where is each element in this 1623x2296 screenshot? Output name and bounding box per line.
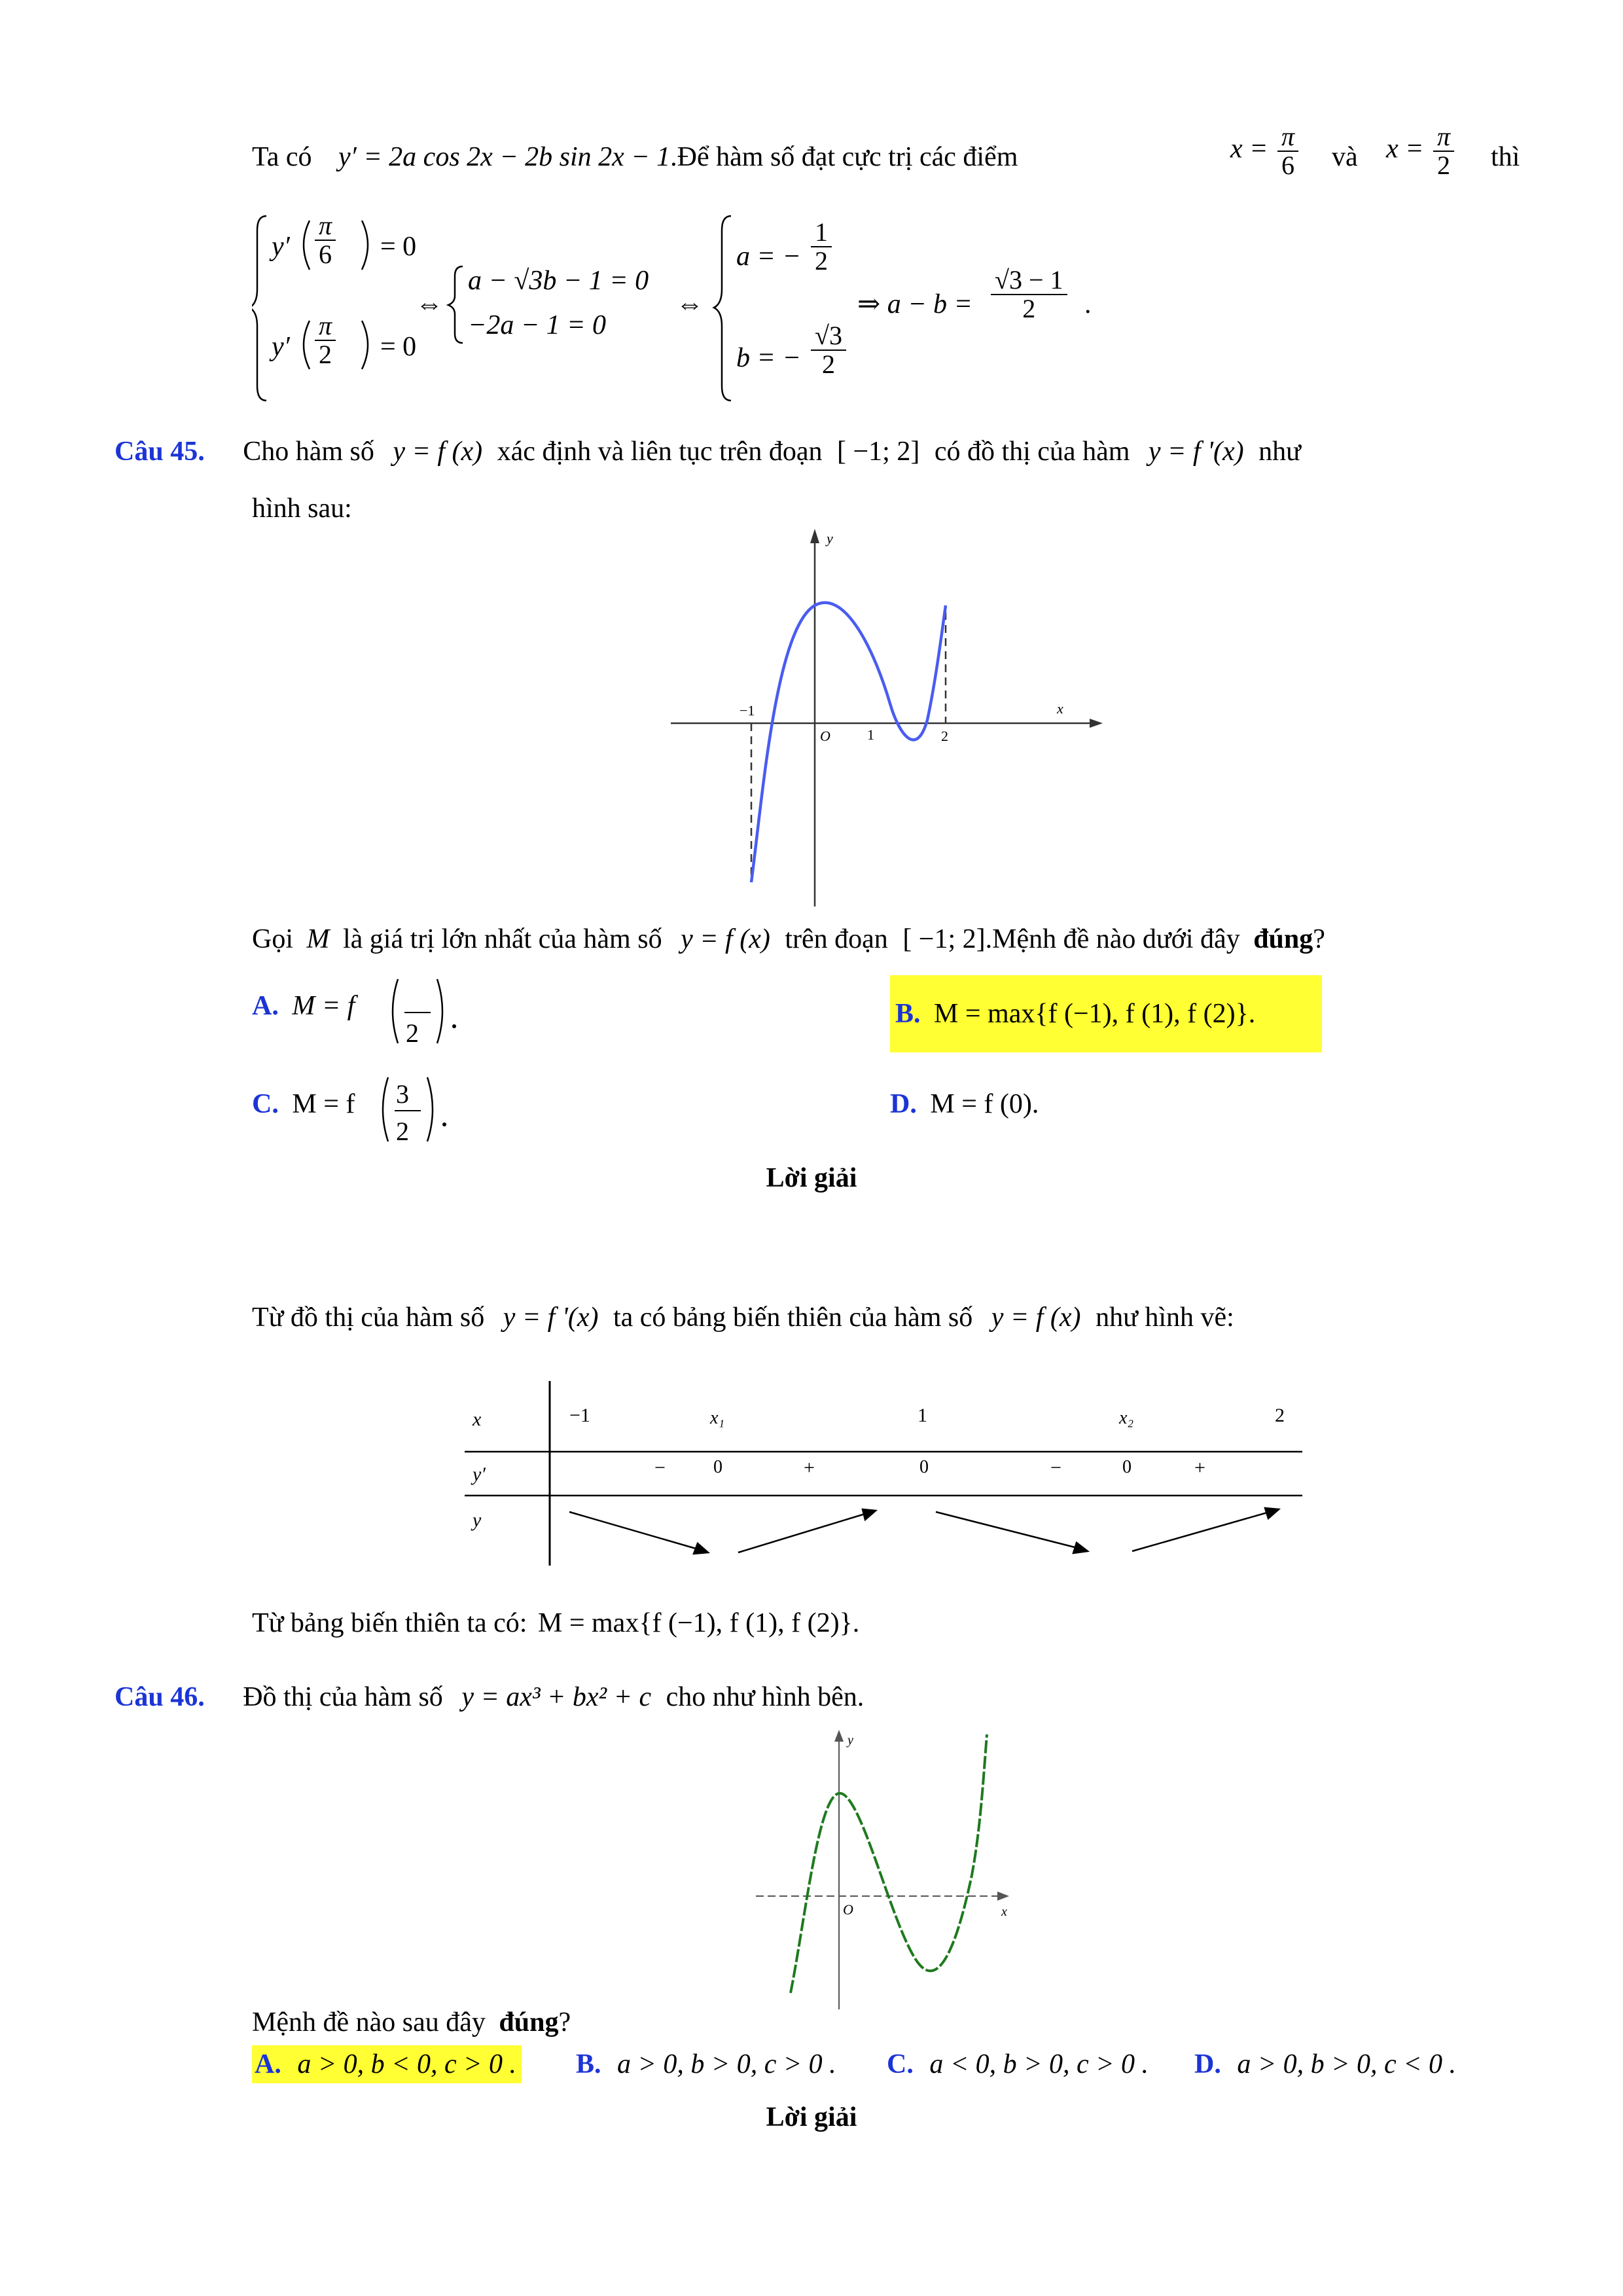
x-eq: x =: [1230, 134, 1268, 164]
q46-option-a[interactable]: [252, 2045, 522, 2083]
cubic-graph: [746, 1725, 1021, 2013]
qmark: ?: [1313, 924, 1325, 954]
text: Cho hàm số: [243, 437, 374, 467]
x-pi2: [1386, 123, 1457, 179]
a-eq: a = −: [736, 242, 801, 272]
sign-1: −: [654, 1457, 666, 1479]
qmark: ?: [558, 2007, 571, 2037]
tick-2: 2: [941, 728, 948, 744]
x-arrow: [1090, 719, 1103, 728]
text-thi: thì: [1491, 142, 1520, 172]
text: Từ bảng biến thiên ta có:: [252, 1608, 527, 1638]
eq1: a − √3b − 1 = 0: [468, 266, 649, 296]
sign-zero-2: 0: [919, 1457, 929, 1477]
eq-zero: = 0: [380, 232, 417, 262]
q45-option-b[interactable]: [890, 975, 1322, 1052]
paren-c: [376, 1073, 455, 1152]
text: ta có bảng biến thiên của hàm số: [613, 1302, 973, 1333]
y-arrow: [810, 529, 819, 543]
interval: [ −1; 2]: [836, 437, 920, 467]
text: Mệnh đề nào sau đây: [252, 2007, 486, 2037]
pi: π: [1433, 123, 1454, 152]
x-arrow: [997, 1892, 1009, 1901]
two: 2: [1437, 151, 1450, 180]
fprime: y = f '(x): [503, 1302, 599, 1333]
q44-line1: [252, 141, 1018, 173]
variation-table: [458, 1374, 1309, 1571]
yprime: y′: [272, 232, 290, 262]
func: y = ax³ + bx² + c: [461, 1682, 652, 1712]
opt-label: B.: [895, 999, 921, 1029]
yprime: y′: [272, 332, 290, 362]
tick-neg1: −1: [740, 702, 755, 719]
two: 2: [815, 246, 828, 276]
text: như hình vẽ:: [1096, 1302, 1234, 1333]
q45-option-c[interactable]: [252, 1088, 355, 1121]
fprime-curve: [751, 603, 946, 882]
six: 6: [1281, 151, 1294, 180]
y-arrow: [834, 1730, 844, 1742]
derivative-formula: y′ = 2a cos 2x − 2b sin 2x − 1: [338, 142, 671, 172]
q46-label: Câu 46.: [115, 1682, 205, 1712]
f-x: y = f (x): [393, 437, 483, 467]
q46-question: [252, 2006, 571, 2039]
sign-zero-1: 0: [713, 1457, 722, 1477]
x-val-1: 1: [918, 1405, 927, 1426]
q46-stem: [115, 1681, 864, 1713]
equiv: ⇔: [676, 289, 704, 319]
two: 2: [1022, 294, 1036, 323]
text: .Mệnh đề nào dưới đây: [985, 924, 1240, 954]
pi: π: [1277, 123, 1298, 152]
cubic-curve: [791, 1734, 987, 1993]
opt-label: A.: [255, 2049, 281, 2079]
frac-result: [988, 266, 1070, 323]
b-eq: b = −: [736, 343, 801, 373]
c-num: 3: [396, 1079, 409, 1109]
x-val-x1: x₁: [710, 1408, 725, 1428]
sign-4: +: [1194, 1457, 1205, 1479]
text: như: [1258, 437, 1301, 467]
opt-label: D.: [1194, 2049, 1221, 2079]
opt-text: a > 0, b < 0, c > 0 .: [297, 2049, 517, 2079]
text: .Để hàm số đạt cực trị các điểm: [670, 142, 1018, 172]
paren-a: [386, 975, 465, 1054]
result-num: √3 − 1: [991, 266, 1067, 295]
q45-stem-line1: [115, 435, 1301, 468]
text: Ta có: [252, 142, 312, 172]
tick-1: 1: [867, 726, 874, 743]
x-val-x2: x₂: [1119, 1408, 1134, 1428]
text: M = max{f (−1), f (1), f (2)}.: [537, 1608, 860, 1638]
f-x: y = f (x): [681, 924, 770, 954]
q45-stem-line2: hình sau:: [252, 493, 352, 524]
opt-label: D.: [890, 1089, 917, 1119]
origin-label: O: [820, 728, 830, 744]
x-label: x: [1057, 700, 1063, 717]
q45-label: Câu 45.: [115, 437, 205, 467]
sign-3: −: [1050, 1457, 1061, 1479]
q45-loi-giai: Lời giải: [766, 1163, 857, 1193]
opt-label: C.: [252, 1089, 279, 1119]
two: 2: [319, 340, 332, 369]
text-va: và: [1332, 142, 1358, 172]
y-label: y: [827, 530, 833, 547]
dot: .: [1084, 289, 1092, 319]
a-den: 2: [406, 1018, 419, 1048]
q44-system: [252, 211, 1168, 407]
q45-option-a[interactable]: [252, 990, 355, 1022]
x-val-2: 2: [1275, 1405, 1285, 1426]
dung: đúng: [499, 2007, 559, 2037]
frac-pi2: [312, 312, 338, 368]
six: 6: [319, 240, 332, 269]
x-val-neg1: −1: [569, 1405, 590, 1426]
text: cho như hình bên.: [666, 1682, 865, 1712]
text: trên đoạn: [785, 924, 888, 954]
opt-text: M = f: [292, 991, 355, 1021]
opt-label: B.: [576, 2049, 601, 2079]
opt-text: M = f: [292, 1089, 355, 1119]
frac-sqrt3-2: [808, 322, 849, 378]
c-den: 2: [396, 1117, 409, 1146]
sqrt3: √3: [811, 322, 846, 351]
one: 1: [811, 219, 832, 247]
text: Từ đồ thị của hàm số: [252, 1302, 485, 1333]
opt-text: a > 0, b > 0, c > 0 .: [617, 2049, 836, 2079]
pi: π: [315, 212, 336, 241]
M: M: [306, 924, 330, 954]
q45-sol-line2: [252, 1607, 859, 1640]
opt-text: a < 0, b > 0, c > 0 .: [929, 2049, 1149, 2079]
pi: π: [315, 312, 336, 341]
q45-option-d[interactable]: [890, 1088, 1039, 1121]
f-x: y = f (x): [991, 1302, 1081, 1333]
fprime: y = f '(x): [1148, 437, 1244, 467]
dung: đúng: [1253, 924, 1313, 954]
text: xác định và liên tục trên đoạn: [497, 437, 823, 467]
q46-loi-giai: Lời giải: [766, 2102, 857, 2132]
fprime-graph: [664, 524, 1109, 910]
equiv: ⇔: [416, 289, 443, 319]
frac-1-2: [808, 219, 834, 275]
two: 2: [821, 350, 835, 379]
x-eq: x =: [1386, 134, 1424, 164]
x-label: x: [1001, 1905, 1007, 1919]
sign-2: +: [804, 1457, 815, 1479]
opt-text: M = f (0).: [930, 1089, 1039, 1119]
x-pi6: [1230, 123, 1301, 179]
text: Gọi: [252, 924, 293, 954]
frac-pi6: [312, 212, 338, 268]
sign-zero-3: 0: [1122, 1457, 1132, 1477]
q45-sol-line1: [252, 1301, 1234, 1334]
eq-zero: = 0: [380, 332, 417, 362]
text: Đồ thị của hàm số: [243, 1682, 443, 1712]
origin-label: O: [843, 1901, 853, 1918]
eq2: −2a − 1 = 0: [468, 310, 607, 340]
opt-text: a > 0, b > 0, c < 0 .: [1237, 2049, 1457, 2079]
q46-option-d[interactable]: [1194, 2048, 1456, 2081]
variation-arrows: [569, 1508, 1279, 1554]
q45-question: [252, 923, 1325, 956]
row-yprime: y′: [473, 1463, 486, 1485]
opt-text: M = max{f (−1), f (1), f (2)}.: [934, 999, 1256, 1029]
row-x: x: [473, 1408, 482, 1430]
q46-option-c[interactable]: [887, 2048, 1149, 2081]
row-y: y: [473, 1509, 482, 1531]
opt-label: C.: [887, 2049, 914, 2079]
text: có đồ thị của hàm: [934, 437, 1130, 467]
text: là giá trị lớn nhất của hàm số: [343, 924, 662, 954]
interval: [ −1; 2]: [902, 924, 986, 954]
y-label: y: [847, 1733, 853, 1748]
opt-label: A.: [252, 991, 279, 1021]
q46-option-b[interactable]: [576, 2048, 836, 2081]
implies: ⇒ a − b =: [857, 289, 972, 319]
